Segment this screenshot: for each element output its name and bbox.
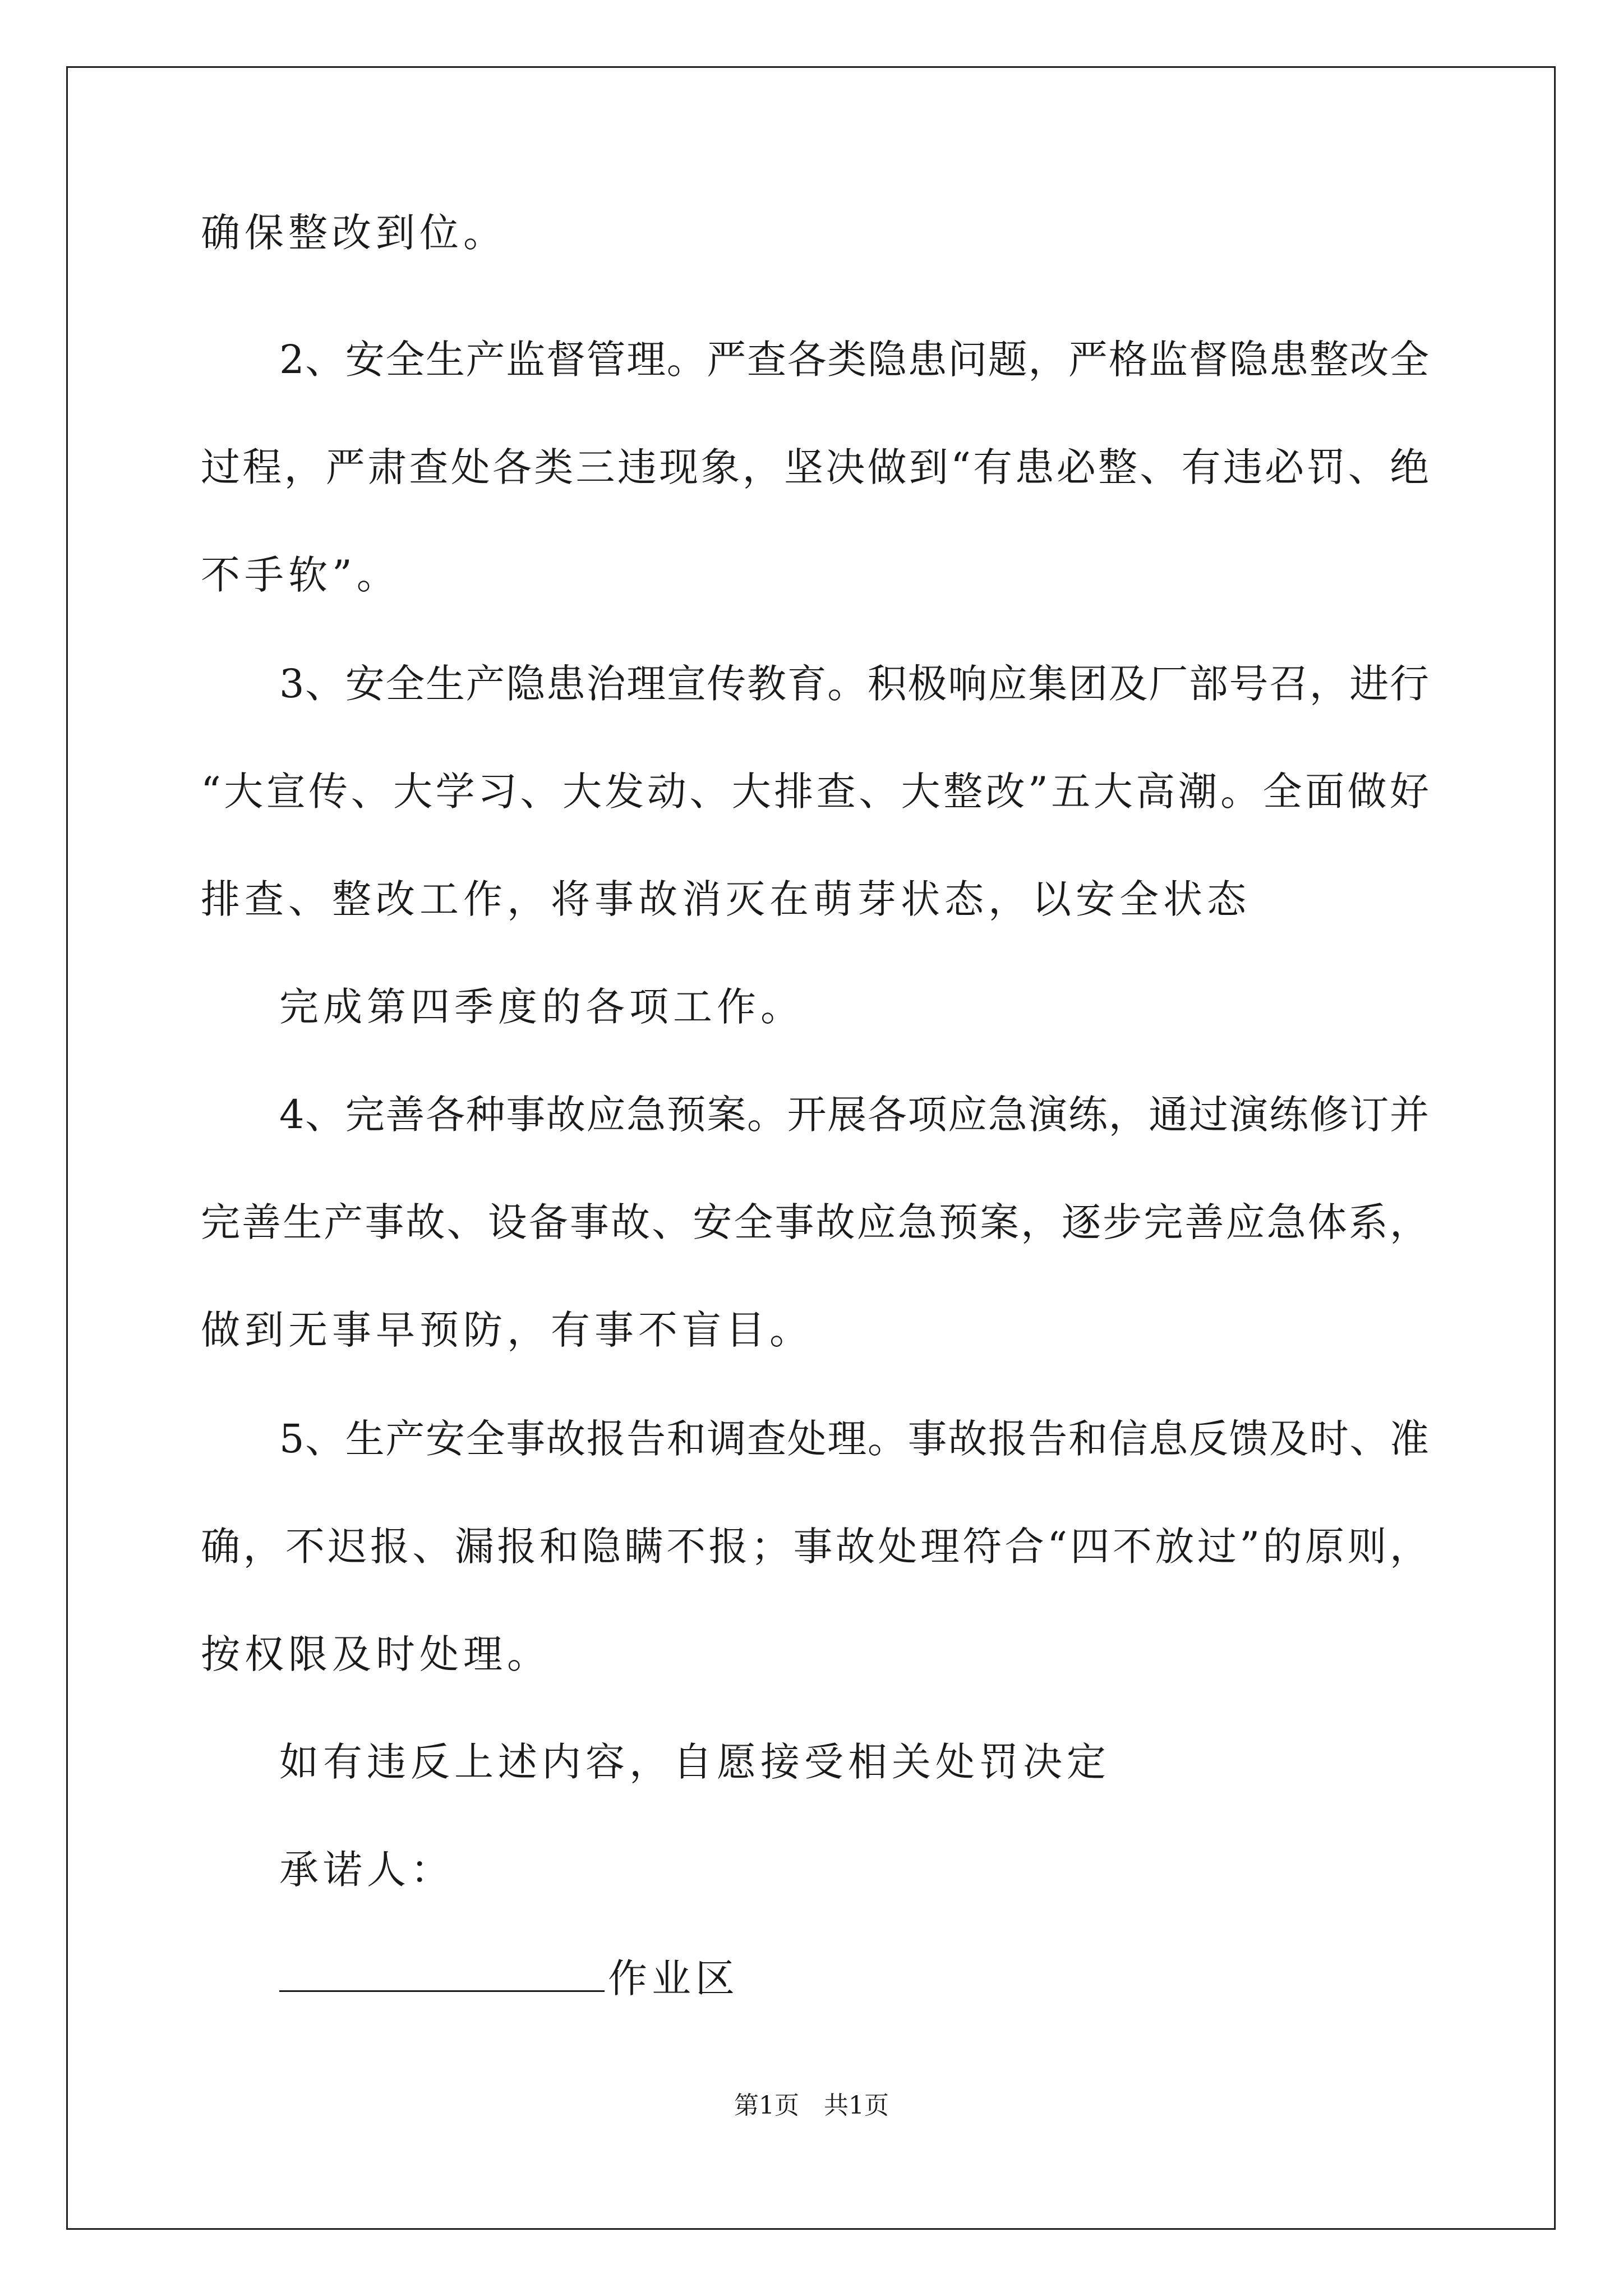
text-line-1: 确保整改到位。 bbox=[201, 210, 507, 256]
work-area-line bbox=[279, 1955, 739, 2001]
text-line-16: 承诺人： bbox=[279, 1847, 454, 1893]
text-line-2: 2、安全生产监督管理。严查各类隐患问题，严格监督隐患整改全 bbox=[279, 337, 1429, 383]
text-line-10: 完善生产事故、设备事故、安全事故应急预案，逐步完善应急体系， bbox=[201, 1199, 1429, 1245]
text-line-15: 如有违反上述内容，自愿接受相关处罚决定 bbox=[279, 1739, 1110, 1785]
text-line-11: 做到无事早预防，有事不盲目。 bbox=[201, 1307, 813, 1353]
text-line-9: 4、完善各种事故应急预案。开展各项应急演练，通过演练修订并 bbox=[279, 1092, 1429, 1138]
text-line-4: 不手软”。 bbox=[201, 552, 400, 598]
page-border bbox=[66, 66, 1556, 2230]
text-line-3: 过程，严肃查处各类三违现象，坚决做到“有患必整、有违必罚、绝 bbox=[201, 444, 1429, 490]
text-line-7: 排查、整改工作，将事故消灭在萌芽状态，以安全状态 bbox=[201, 876, 1251, 922]
text-line-6: “大宣传、大学习、大发动、大排查、大整改”五大高潮。全面做好 bbox=[201, 769, 1429, 815]
text-line-5: 3、安全生产隐患治理宣传教育。积极响应集团及厂部号召，进行 bbox=[279, 661, 1429, 707]
text-line-12: 5、生产安全事故报告和调查处理。事故报告和信息反馈及时、准 bbox=[279, 1416, 1429, 1462]
work-area-label: 作业区 bbox=[608, 1955, 739, 2001]
text-line-14: 按权限及时处理。 bbox=[201, 1631, 551, 1677]
page-number-footer: 第1页 共1页 bbox=[734, 2091, 889, 2120]
text-line-8: 完成第四季度的各项工作。 bbox=[279, 984, 804, 1030]
text-line-13: 确，不迟报、漏报和隐瞒不报；事故处理符合“四不放过”的原则， bbox=[201, 1524, 1429, 1570]
signature-blank bbox=[279, 1958, 605, 1992]
